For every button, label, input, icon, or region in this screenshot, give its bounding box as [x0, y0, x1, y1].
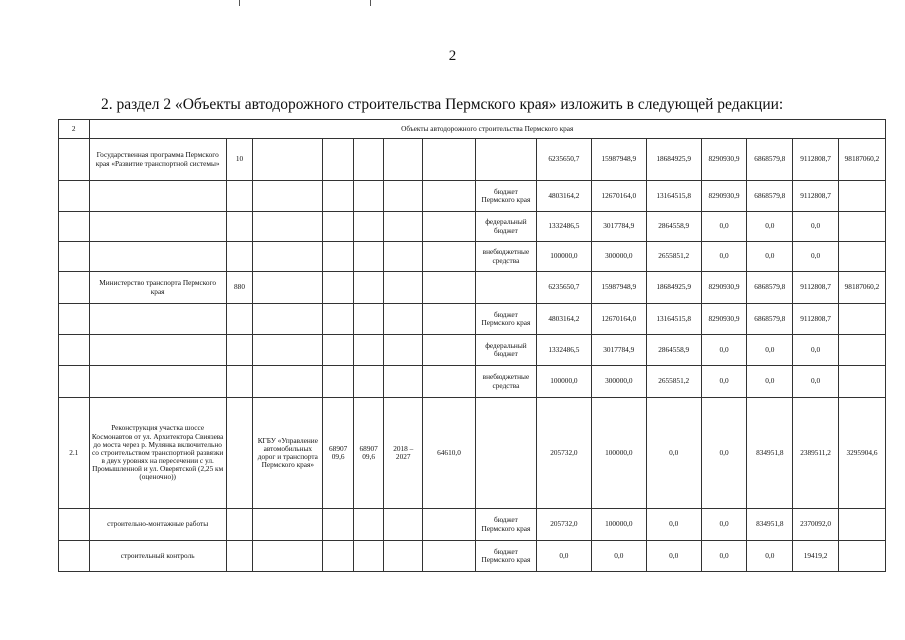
value-cell: 0,0 [701, 366, 747, 398]
value-cell: 300000,0 [591, 242, 646, 272]
page-number: 2 [448, 48, 457, 64]
project-code-a: 68907 09,6 [323, 398, 354, 509]
value-cell [838, 509, 885, 541]
value-cell: 9112808,7 [793, 304, 839, 335]
value-cell: 100000,0 [536, 242, 591, 272]
funding-source [475, 272, 536, 304]
value-cell: 0,0 [701, 212, 747, 242]
value-cell: 1332486,5 [536, 212, 591, 242]
value-cell [838, 335, 885, 366]
project-number: 2.1 [59, 398, 90, 509]
value-cell: 4803164,2 [536, 304, 591, 335]
value-cell: 18684925,9 [646, 139, 701, 181]
value-cell: 19419,2 [793, 541, 839, 572]
value-cell: 0,0 [646, 541, 701, 572]
funding-source: бюджет Пермского края [475, 304, 536, 335]
table-row [59, 181, 886, 212]
value-cell: 2389511,2 [793, 398, 839, 509]
value-cell: 15987948,9 [591, 272, 646, 304]
section-title: Объекты автодорожного строительства Пермского края [89, 120, 886, 139]
table-row [59, 304, 886, 335]
value-cell: 3017784,9 [591, 335, 646, 366]
value-cell: 15987948,9 [591, 139, 646, 181]
value-cell [838, 366, 885, 398]
value-cell: 2864558,9 [646, 212, 701, 242]
value-cell: 2370092,0 [793, 509, 839, 541]
table-row [59, 212, 886, 242]
value-cell: 0,0 [536, 541, 591, 572]
section-header-row [59, 120, 886, 139]
value-cell: 0,0 [747, 335, 793, 366]
project-executor: КГБУ «Управление автомобильных дорог и транспорта Пермского края» [253, 398, 323, 509]
table-row [59, 242, 886, 272]
top-tick-mark [370, 0, 371, 6]
value-cell: 834951,8 [747, 398, 793, 509]
value-cell: 9112808,7 [793, 181, 839, 212]
value-cell: 9112808,7 [793, 272, 839, 304]
work-name: строительный контроль [89, 541, 226, 572]
value-cell: 8290930,9 [701, 181, 747, 212]
value-cell: 18684925,9 [646, 272, 701, 304]
value-cell: 0,0 [793, 212, 839, 242]
funding-source [475, 139, 536, 181]
table-row [59, 509, 886, 541]
value-cell: 0,0 [701, 509, 747, 541]
value-cell: 300000,0 [591, 366, 646, 398]
value-cell: 0,0 [793, 366, 839, 398]
value-cell: 4803164,2 [536, 181, 591, 212]
value-cell: 0,0 [747, 242, 793, 272]
funding-source: федеральный бюджет [475, 212, 536, 242]
road-construction-table [58, 119, 886, 572]
value-cell: 8290930,9 [701, 139, 747, 181]
value-cell: 100000,0 [536, 366, 591, 398]
value-cell: 0,0 [747, 366, 793, 398]
value-cell: 1332486,5 [536, 335, 591, 366]
value-cell [838, 181, 885, 212]
funding-source: бюджет Пермского края [475, 541, 536, 572]
value-cell: 6235650,7 [536, 272, 591, 304]
value-cell: 6868579,8 [747, 181, 793, 212]
value-cell: 98187060,2 [838, 272, 885, 304]
value-cell: 0,0 [793, 242, 839, 272]
value-cell: 6868579,8 [747, 272, 793, 304]
value-cell: 2864558,9 [646, 335, 701, 366]
value-cell: 0,0 [646, 509, 701, 541]
funding-source: федеральный бюджет [475, 335, 536, 366]
value-cell [838, 242, 885, 272]
work-name: строительно-монтажные работы [89, 509, 226, 541]
value-cell: 98187060,2 [838, 139, 885, 181]
program-name: Государственная программа Пермского края «Развитие транспортной системы» [89, 139, 226, 181]
top-tick-mark [239, 0, 240, 6]
value-cell: 0,0 [747, 212, 793, 242]
value-cell: 3295904,6 [838, 398, 885, 509]
value-cell: 6868579,8 [747, 304, 793, 335]
value-cell: 12670164,0 [591, 181, 646, 212]
value-cell: 205732,0 [536, 398, 591, 509]
value-cell: 6235650,7 [536, 139, 591, 181]
value-cell [838, 212, 885, 242]
project-capacity: 64610,0 [423, 398, 476, 509]
value-cell: 8290930,9 [701, 272, 747, 304]
value-cell: 2655851,2 [646, 242, 701, 272]
value-cell: 100000,0 [591, 398, 646, 509]
funding-source: внебюджетные средства [475, 242, 536, 272]
funding-source: бюджет Пермского края [475, 509, 536, 541]
value-cell: 13164515,8 [646, 181, 701, 212]
value-cell: 0,0 [701, 242, 747, 272]
project-code-b: 68907 09,6 [353, 398, 384, 509]
value-cell: 6868579,8 [747, 139, 793, 181]
section-code: 2 [59, 120, 90, 139]
table-row [59, 272, 886, 304]
value-cell: 3017784,9 [591, 212, 646, 242]
value-cell: 0,0 [646, 398, 701, 509]
ministry-name: Министерство транспорта Пермского края [89, 272, 226, 304]
value-cell: 8290930,9 [701, 304, 747, 335]
value-cell: 9112808,7 [793, 139, 839, 181]
project-period: 2018 – 2027 [384, 398, 423, 509]
table-row [59, 139, 886, 181]
value-cell: 13164515,8 [646, 304, 701, 335]
value-cell [838, 304, 885, 335]
value-cell [838, 541, 885, 572]
value-cell: 0,0 [793, 335, 839, 366]
project-name: Реконструкция участка шоссе Космонавтов от ул. Архитектора Свиязева до моста через р. Мулянка включительно со строительством транспортной развязки в двух уровнях на пересечении с ул. Промышленной и ул. Оверятской (2,25 км (оценочно)) [89, 398, 226, 509]
table-row [59, 335, 886, 366]
section-heading: 2. раздел 2 «Объекты автодорожного строительства Пермского края» изложить в следующей редакции: [101, 96, 784, 113]
value-cell: 12670164,0 [591, 304, 646, 335]
project-row [59, 398, 886, 509]
table-row [59, 366, 886, 398]
table-row [59, 541, 886, 572]
funding-source: бюджет Пермского края [475, 181, 536, 212]
value-cell: 834951,8 [747, 509, 793, 541]
value-cell: 0,0 [701, 335, 747, 366]
value-cell: 205732,0 [536, 509, 591, 541]
program-code: 10 [226, 139, 252, 181]
funding-source: внебюджетные средства [475, 366, 536, 398]
value-cell: 2655851,2 [646, 366, 701, 398]
value-cell: 100000,0 [591, 509, 646, 541]
value-cell: 0,0 [747, 541, 793, 572]
value-cell: 0,0 [701, 541, 747, 572]
ministry-code: 880 [226, 272, 252, 304]
value-cell: 0,0 [701, 398, 747, 509]
value-cell: 0,0 [591, 541, 646, 572]
